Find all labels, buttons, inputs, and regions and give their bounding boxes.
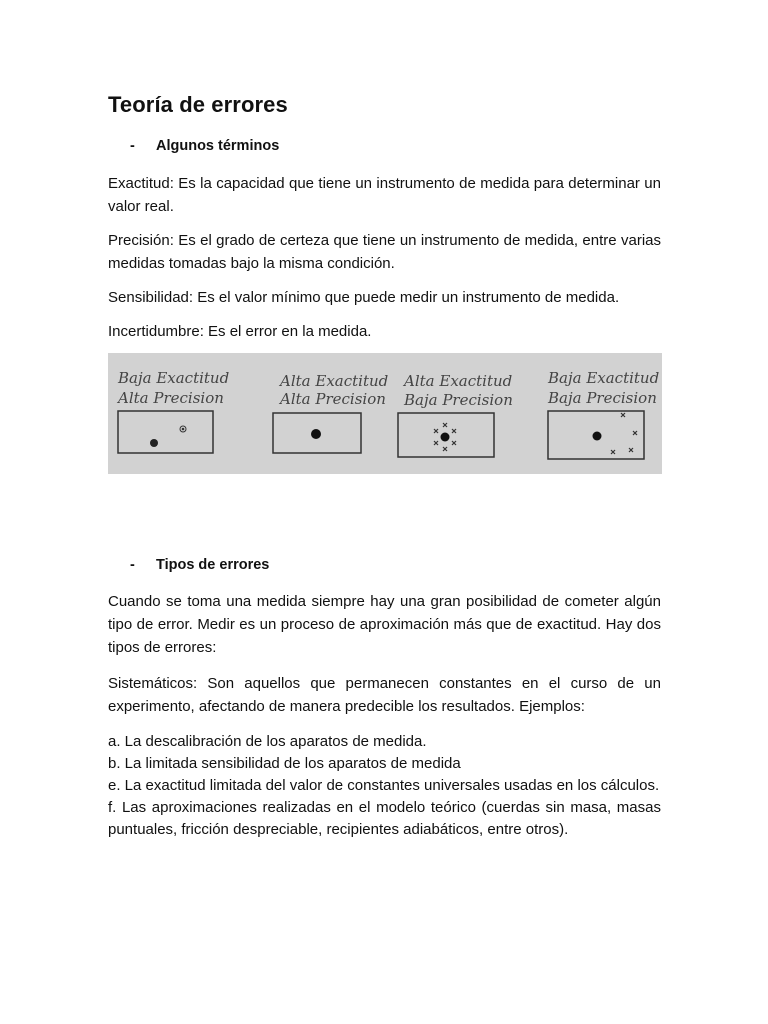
sketch-label: Baja Precision [404,391,513,409]
sketch-label: Baja Precision [548,389,657,407]
scatter-marks [611,413,637,454]
measurement-dot [441,433,450,442]
sketch-panel [398,372,513,457]
section-heading-label: Tipos de errores [156,557,270,573]
paragraph-sistematicos: Sistemáticos: Son aquellos que permanecen constantes en el curso de un experimento, afectando de manera predecible los resultados. Ejemplos: [108,675,661,715]
paragraph-intro: Cuando se toma una medida siempre hay una gran posibilidad de cometer algún tipo de error. Medir es un proceso de aproximación más que de exactitud. Hay dos tipos de errores: [108,593,661,656]
sketch-label: Alta Exactitud [280,372,389,390]
bullet-dash: - [130,557,135,573]
measurement-dot [311,429,321,439]
page-title: Teoría de errores [108,92,288,117]
list-item: f. Las aproximaciones realizadas en el modelo teórico (cuerdas sin masa, masas puntuales, fricción despreciable, recipientes adiabáticos, entre otros). [108,799,661,838]
examples-list [108,731,661,841]
list-item: a. La descalibración de los aparatos de medida. [108,733,427,750]
sketch-label: Baja Exactitud [548,369,660,387]
sketch-label: Baja Exactitud [118,369,230,387]
paragraph-incertidumbre: Incertidumbre: Es el error en la medida. [108,323,372,340]
sketch-panel [116,369,229,453]
sketch-label: Alta Exactitud [404,372,513,390]
sketch-panel [273,372,388,453]
accuracy-precision-sketch [108,353,662,474]
target-box [118,411,213,453]
paragraph-sensibilidad: Sensibilidad: Es el valor mínimo que puede medir un instrumento de medida. [108,289,620,306]
paragraph-exactitud: Exactitud: Es la capacidad que tiene un instrumento de medida para determinar un valor real. [108,175,661,215]
measurement-cluster [182,428,185,431]
sketch-label: Alta Precision [280,390,386,408]
bullet-dash: - [130,138,135,154]
section-heading-terms [130,138,279,154]
sketch-panel [547,369,659,459]
measurement-dot [593,432,602,441]
section-heading-error-types [130,557,269,573]
measurement-dot [150,439,158,447]
list-item: e. La exactitud limitada del valor de constantes universales usadas en los cálculos. [108,777,660,794]
sketch-label: Alta Precision [118,389,224,407]
section-heading-label: Algunos términos [156,138,280,154]
list-item: b. La limitada sensibilidad de los aparatos de medida [108,755,461,772]
paragraph-precision: Precisión: Es el grado de certeza que tiene un instrumento de medida, entre varias medidas tomadas bajo la misma condición. [108,232,661,272]
